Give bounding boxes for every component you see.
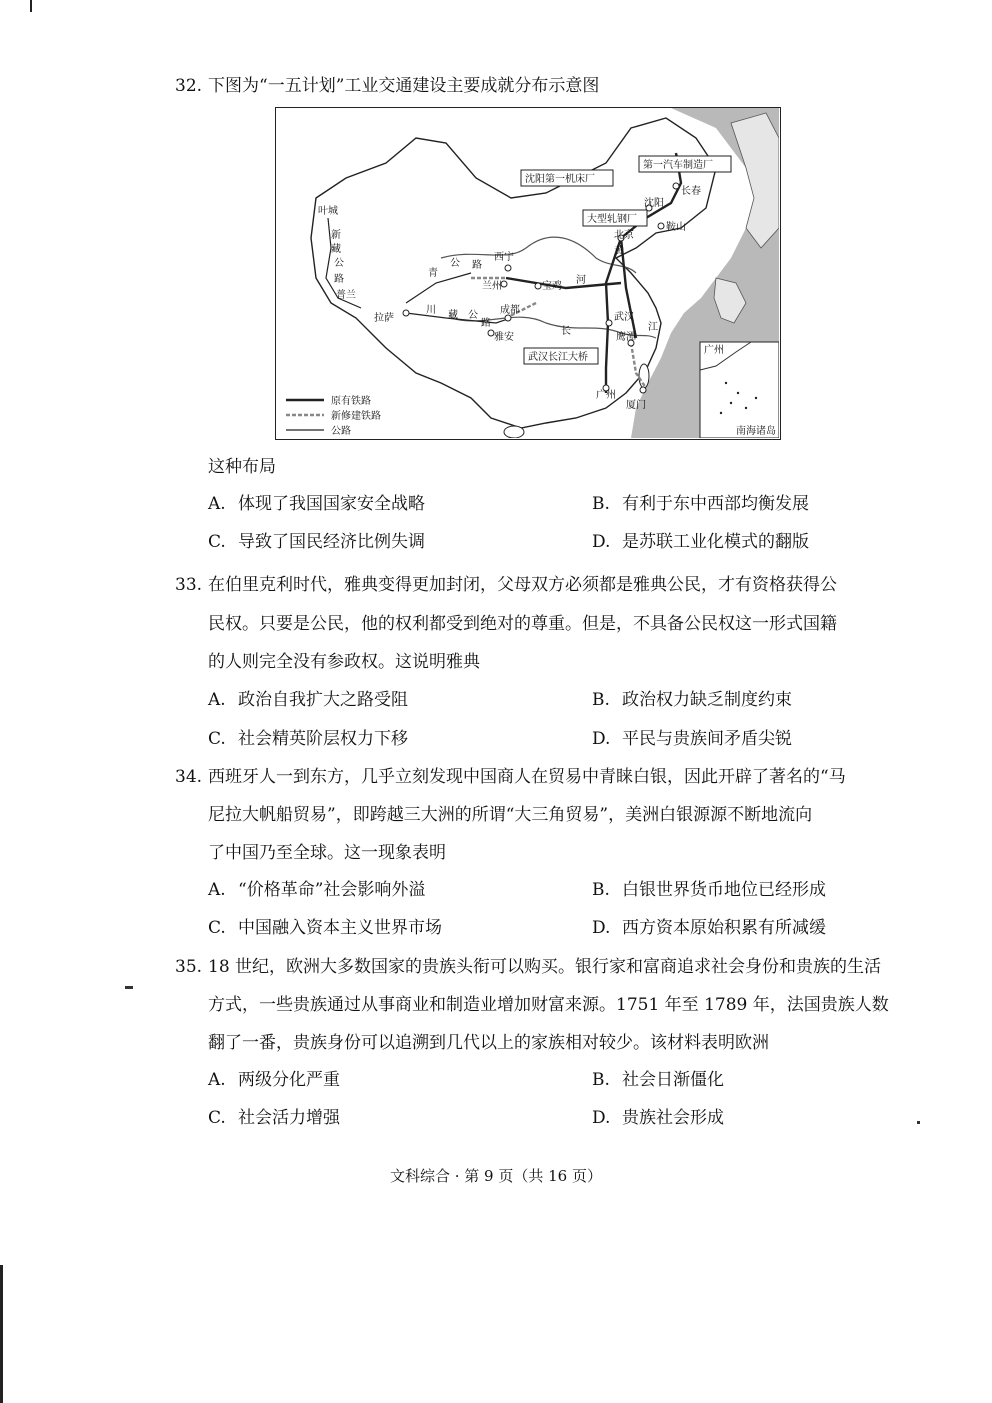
feature-label: 路 [472,260,482,271]
city-label: 兰州 [482,281,502,292]
option-label: A. [208,494,226,514]
city-label: 鞍山 [666,222,686,233]
question-text: 民权。只要是公民，他的权利都受到绝对的尊重。但是，不具备公民权这一形式国籍 [208,614,837,634]
option-text: 导致了国民经济比例失调 [238,532,425,552]
option-d[interactable] [592,532,809,552]
option-label: C. [208,532,226,552]
scan-mark-top [30,0,32,12]
scan-mark-left [0,1265,3,1403]
option-text: 有利于东中西部均衡发展 [622,494,809,514]
city-label: 普兰 [336,290,356,301]
feature-label: 新 [331,230,341,241]
option-text: 西方资本原始积累有所减缓 [622,918,826,938]
option-label: B. [592,1070,610,1090]
feature-label: 江 [648,322,658,333]
feature-label: 路 [481,318,491,329]
option-text: “价格革命”社会影响外溢 [238,880,426,900]
feature-label: 青 [428,268,438,279]
feature-label: 河 [576,275,586,286]
option-text: 体现了我国国家安全战略 [238,494,425,514]
option-label: A. [208,880,226,900]
option-text: 两级分化严重 [238,1070,340,1090]
question-text: 在伯里克利时代，雅典变得更加封闭，父母双方必须都是雅典公民，才有资格获得公 [208,575,837,595]
question-text: 下图为“一五计划”工业交通建设主要成就分布示意图 [208,76,600,96]
feature-label: 黄 [614,246,624,257]
factory-label: 第一汽车制造厂 [643,160,713,171]
option-text: 中国融入资本主义世界市场 [238,918,442,938]
option-text: 政治自我扩大之路受阻 [238,690,408,710]
question-text: 翻了一番，贵族身份可以追溯到几代以上的家族相对较少。该材料表明欧洲 [208,1033,769,1053]
option-b[interactable] [592,1070,724,1090]
option-c[interactable] [208,729,408,749]
option-text: 是苏联工业化模式的翻版 [622,532,809,552]
option-label: B. [592,690,610,710]
question-number: 35. [175,957,203,977]
option-label: D. [592,918,611,938]
question-text: 这种布局 [208,457,276,477]
question-35-stem [175,957,895,977]
option-d[interactable] [592,729,792,749]
feature-label: 公 [334,258,344,269]
page-footer: 文科综合 · 第 9 页（共 16 页） [389,1167,602,1185]
industrial-map [275,107,781,440]
option-a[interactable] [208,494,425,514]
feature-label: 公 [468,310,478,321]
option-a[interactable] [208,690,408,710]
option-text: 社会精英阶层权力下移 [238,729,408,749]
city-label: 宝鸡 [542,281,562,292]
feature-label: 藏 [331,244,341,255]
option-a[interactable] [208,880,425,900]
question-32-stem [175,76,895,96]
option-label: C. [208,918,226,938]
city-label: 沈阳 [644,198,664,209]
question-number: 33. [175,575,203,595]
scan-mark-dot [917,1121,920,1124]
option-label: C. [208,729,226,749]
factory-label: 沈阳第一机床厂 [525,174,595,185]
option-text: 社会活力增强 [238,1108,340,1128]
option-label: B. [592,880,610,900]
city-label: 厦门 [626,400,646,411]
question-text: 方式，一些贵族通过从事商业和制造业增加财富来源。1751 年至 1789 年，法国贵族人数 [208,995,889,1015]
neighbor-land [731,113,779,248]
legend-label: 公路 [331,426,351,437]
question-text: 的人则完全没有参政权。这说明雅典 [208,652,480,672]
option-b[interactable] [592,690,792,710]
question-number: 34. [175,767,203,787]
factory-label: 武汉长江大桥 [528,352,588,363]
feature-label: 路 [334,274,344,285]
option-d[interactable] [592,1108,724,1128]
city-label: 广州 [596,390,616,401]
question-number: 32. [175,76,203,96]
feature-label: 川 [426,305,436,316]
option-c[interactable] [208,532,425,552]
option-label: D. [592,1108,611,1128]
option-d[interactable] [592,918,826,938]
city-label: 鹰潭 [616,332,636,343]
legend-label: 原有铁路 [331,396,371,407]
question-34-stem [175,767,895,787]
legend-label: 新修建铁路 [331,411,381,422]
option-label: A. [208,1070,226,1090]
option-c[interactable] [208,918,442,938]
south-china-sea-inset [700,342,779,438]
option-label: D. [592,532,611,552]
feature-label: 藏 [448,310,458,321]
city-label: 西宁 [494,252,514,263]
city-label: 成都 [500,305,520,316]
option-text: 平民与贵族间矛盾尖锐 [622,729,792,749]
question-text: 西班牙人一到东方，几乎立刻发现中国商人在贸易中青睐白银，因此开辟了著名的“马 [208,767,846,787]
question-33-stem [175,575,895,595]
option-label: C. [208,1108,226,1128]
option-text: 政治权力缺乏制度约束 [622,690,792,710]
option-a[interactable] [208,1070,340,1090]
hainan-island [504,426,524,438]
china-map-figure [276,108,779,438]
option-label: B. [592,494,610,514]
inset-label: 南海诸岛 [736,426,776,437]
option-text: 贵族社会形成 [622,1108,724,1128]
city-label: 武汉 [614,312,634,323]
city-label: 雅安 [494,332,514,343]
option-b[interactable] [592,880,826,900]
city-label: 拉萨 [374,313,394,324]
city-label: 叶城 [318,206,338,217]
option-b[interactable] [592,494,809,514]
factory-label: 大型轧钢厂 [587,214,637,225]
city-label: 北京 [614,230,634,241]
question-text: 尼拉大帆船贸易”，即跨越三大洲的所谓“大三角贸易”，美洲白银源源不断地流向 [208,805,813,825]
option-text: 社会日渐僵化 [622,1070,724,1090]
scan-mark-dash [125,986,133,989]
question-text: 了中国乃至全球。这一现象表明 [208,843,446,863]
option-text: 白银世界货币地位已经形成 [622,880,826,900]
map-legend [286,394,381,437]
question-text: 18 世纪，欧洲大多数国家的贵族头衔可以购买。银行家和富商追求社会身份和贵族的生活 [208,957,882,977]
city-label: 长春 [681,186,701,197]
inset-label: 广州 [704,345,724,356]
option-c[interactable] [208,1108,340,1128]
option-label: D. [592,729,611,749]
option-label: A. [208,690,226,710]
feature-label: 公 [450,258,460,269]
feature-label: 长 [561,326,571,337]
